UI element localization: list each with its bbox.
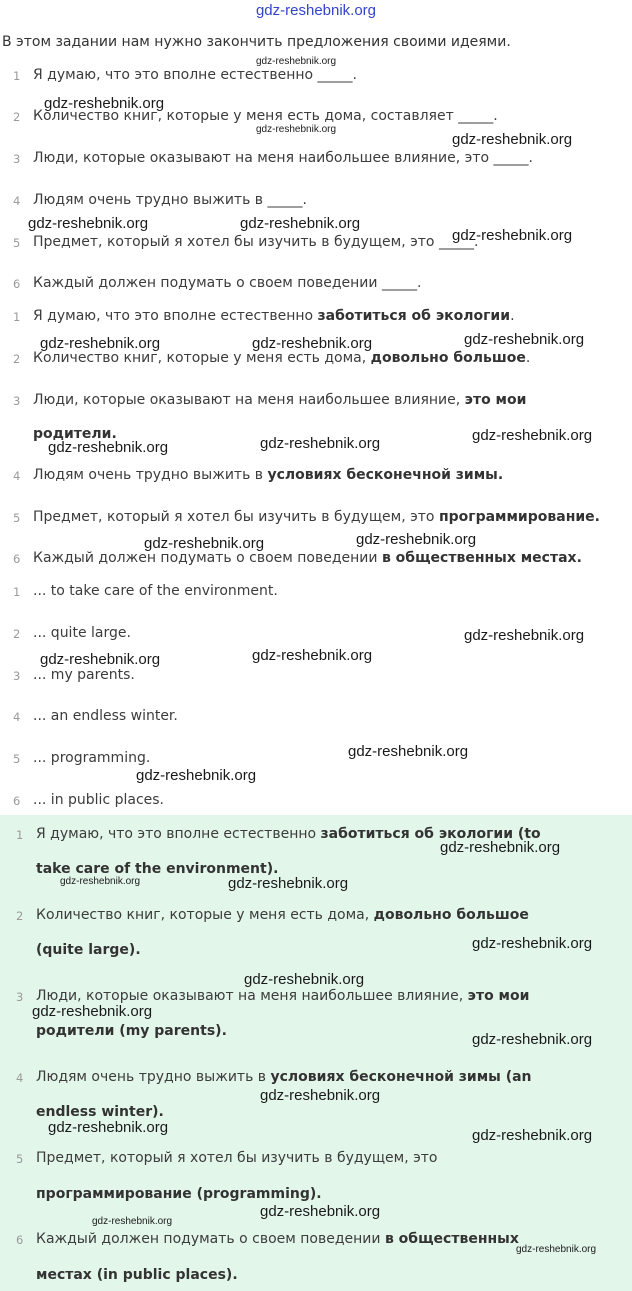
final-bold: (quite large) <box>36 942 136 958</box>
final-bold: родители (my parents) <box>36 1023 222 1039</box>
final-text: Количество книг, которые у меня есть дома, <box>36 907 374 923</box>
item-number: 3 <box>13 152 21 166</box>
final-end: . <box>232 1267 238 1283</box>
final-text: Каждый должен подумать о своем поведении <box>36 1231 385 1247</box>
final-end: . <box>316 1186 322 1202</box>
question-text: Людям очень трудно выжить в _____. <box>33 192 307 208</box>
item-number: 5 <box>16 1152 24 1166</box>
answer-en-text: ... my parents. <box>33 667 135 683</box>
watermark: gdz-reshebnik.org <box>252 335 373 352</box>
item-number: 4 <box>13 710 21 724</box>
final-text: Люди, которые оказывают на меня наибольшее влияние, <box>36 988 468 1004</box>
answer-en-text: ... in public places. <box>33 792 164 808</box>
question-text: Количество книг, которые у меня есть дома, составляет _____. <box>33 108 498 124</box>
answer-en-text: ... to take care of the environment. <box>33 583 278 599</box>
watermark: gdz-reshebnik.org <box>92 1216 173 1227</box>
watermark: gdz-reshebnik.org <box>252 647 373 664</box>
item-number: 2 <box>13 110 21 124</box>
final-bold: заботиться об экологии (to <box>320 826 541 842</box>
watermark: gdz-reshebnik.org <box>464 627 585 644</box>
answer-bold: родители <box>33 426 112 442</box>
final-bold: это мои <box>467 988 530 1004</box>
watermark: gdz-reshebnik.org <box>28 215 149 232</box>
watermark: gdz-reshebnik.org <box>260 1087 381 1104</box>
watermark: gdz-reshebnik.org <box>144 535 265 552</box>
watermark: gdz-reshebnik.org <box>260 1203 381 1220</box>
answer-en-text: ... quite large. <box>33 625 131 641</box>
answer-text: Я думаю, что это вполне естественно <box>33 308 318 324</box>
answer-text: Количество книг, которые у меня есть дома, <box>33 350 371 366</box>
watermark: gdz-reshebnik.org <box>40 335 161 352</box>
final-bold: endless winter) <box>36 1104 159 1120</box>
answer-end: . <box>510 308 515 324</box>
watermark: gdz-reshebnik.org <box>240 215 361 232</box>
final-text: Предмет, который я хотел бы изучить в будущем, это <box>36 1150 438 1166</box>
watermark: gdz-reshebnik.org <box>356 531 477 548</box>
watermark: gdz-reshebnik.org <box>464 331 585 348</box>
watermark: gdz-reshebnik.org <box>452 131 573 148</box>
final-text: Я думаю, что это вполне естественно <box>36 826 321 842</box>
final-end: . <box>158 1104 164 1120</box>
task-intro: В этом задании нам нужно закончить предложения своими идеями. <box>2 34 511 50</box>
answer-text: Каждый должен подумать о своем поведении <box>33 550 382 566</box>
item-number: 5 <box>13 236 21 250</box>
item-number: 6 <box>13 552 21 566</box>
watermark: gdz-reshebnik.org <box>40 651 161 668</box>
item-number: 6 <box>13 794 21 808</box>
watermark: gdz-reshebnik.org <box>440 839 561 856</box>
item-number: 3 <box>16 990 24 1004</box>
item-number: 6 <box>16 1233 24 1247</box>
final-text: Людям очень трудно выжить в <box>36 1069 271 1085</box>
site-header[interactable]: gdz-reshebnik.org <box>255 2 377 19</box>
answer-bold: это мои <box>464 392 527 408</box>
final-bold: в общественных <box>384 1231 519 1247</box>
watermark: gdz-reshebnik.org <box>256 56 337 67</box>
item-number: 5 <box>13 752 21 766</box>
item-number: 4 <box>13 469 21 483</box>
watermark: gdz-reshebnik.org <box>32 1003 153 1020</box>
watermark: gdz-reshebnik.org <box>136 767 257 784</box>
answer-text: Людям очень трудно выжить в <box>33 467 268 483</box>
item-number: 2 <box>16 909 24 923</box>
watermark: gdz-reshebnik.org <box>48 439 169 456</box>
answer-end: . <box>111 426 117 442</box>
answer-end: . <box>497 467 504 483</box>
answer-bold: заботиться об экологии <box>317 308 511 324</box>
item-number: 4 <box>13 194 21 208</box>
answer-text: Люди, которые оказывают на меня наибольшее влияние, <box>33 392 465 408</box>
final-bold: довольно большое <box>373 907 529 923</box>
answer-text: Предмет, который я хотел бы изучить в будущем, это <box>33 509 439 525</box>
question-text: Я думаю, что это вполне естественно _____. <box>33 67 357 83</box>
watermark: gdz-reshebnik.org <box>44 95 165 112</box>
item-number: 3 <box>13 669 21 683</box>
item-number: 1 <box>13 69 21 83</box>
watermark: gdz-reshebnik.org <box>228 875 349 892</box>
answer-en-text: ... an endless winter. <box>33 708 178 724</box>
watermark: gdz-reshebnik.org <box>348 743 469 760</box>
final-end: . <box>273 861 279 877</box>
item-number: 2 <box>13 627 21 641</box>
watermark: gdz-reshebnik.org <box>452 227 573 244</box>
watermark: gdz-reshebnik.org <box>60 876 141 887</box>
item-number: 1 <box>13 585 21 599</box>
watermark: gdz-reshebnik.org <box>256 124 337 135</box>
watermark: gdz-reshebnik.org <box>260 435 381 452</box>
answer-bold: условиях бесконечной зимы <box>267 467 498 483</box>
item-number: 3 <box>13 394 21 408</box>
watermark: gdz-reshebnik.org <box>472 1127 593 1144</box>
answer-en-text: ... programming. <box>33 750 151 766</box>
answer-bold: в общественных местах <box>381 550 577 566</box>
question-text: Люди, которые оказывают на меня наибольшее влияние, это _____. <box>33 150 533 166</box>
watermark: gdz-reshebnik.org <box>472 935 593 952</box>
item-number: 5 <box>13 511 21 525</box>
final-bold: take care of the environment) <box>36 861 274 877</box>
watermark: gdz-reshebnik.org <box>48 1119 169 1136</box>
question-text: Предмет, который я хотел бы изучить в будущем, это _____. <box>33 234 479 250</box>
answer-end: . <box>594 509 600 525</box>
item-number: 2 <box>13 352 21 366</box>
answer-end: . <box>576 550 582 566</box>
watermark: gdz-reshebnik.org <box>516 1244 597 1255</box>
answer-bold: довольно большое <box>370 350 526 366</box>
final-bold: программирование (programming) <box>36 1186 317 1202</box>
final-end: . <box>221 1023 227 1039</box>
watermark: gdz-reshebnik.org <box>244 971 365 988</box>
answer-bold: программирование <box>438 509 595 525</box>
final-bold: местах (in public places) <box>36 1267 233 1283</box>
watermark: gdz-reshebnik.org <box>472 427 593 444</box>
item-number: 4 <box>16 1071 24 1085</box>
item-number: 1 <box>16 828 24 842</box>
item-number: 6 <box>13 277 21 291</box>
watermark: gdz-reshebnik.org <box>472 1031 593 1048</box>
answer-end: . <box>525 350 531 366</box>
item-number: 1 <box>13 310 21 324</box>
final-end: . <box>135 942 141 958</box>
final-bold: условиях бесконечной зимы (an <box>270 1069 532 1085</box>
question-text: Каждый должен подумать о своем поведении _____. <box>33 275 422 291</box>
